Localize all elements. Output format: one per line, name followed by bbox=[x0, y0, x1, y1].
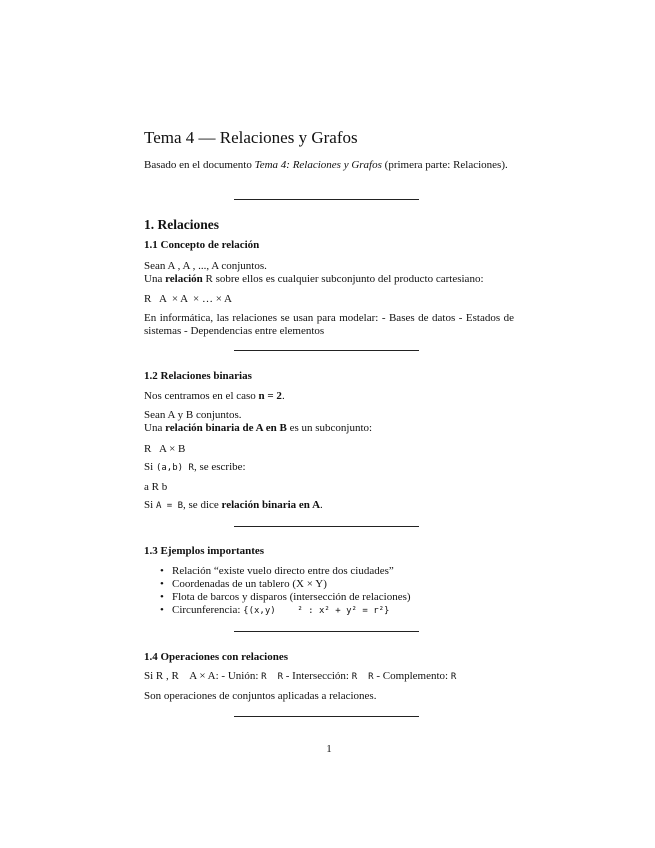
list-item: • Coordenadas de un tablero (X × Y) bbox=[144, 578, 514, 591]
divider bbox=[234, 631, 419, 632]
s12-line1 bbox=[144, 390, 514, 403]
intro-suffix: (primera parte: Relaciones). bbox=[381, 159, 508, 171]
s12-formula: R A × B bbox=[144, 443, 186, 455]
examples-list bbox=[144, 565, 514, 618]
s12-line5-mid: , se dice bbox=[183, 499, 222, 511]
s12-line1-bold: n = 2 bbox=[258, 390, 282, 402]
divider bbox=[234, 350, 419, 351]
s11-line2-bold: relación bbox=[165, 273, 203, 285]
s14-line1 bbox=[144, 670, 514, 684]
s14-mid-4: - Complemento: bbox=[373, 670, 451, 682]
s12-line4-post: , se escribe: bbox=[193, 461, 246, 473]
s12-line3 bbox=[144, 422, 514, 435]
s11-formula: R A × A × … × A bbox=[144, 293, 232, 305]
s14-code-4: R bbox=[368, 672, 374, 682]
s12-line5 bbox=[144, 499, 514, 513]
intro-paragraph bbox=[144, 159, 514, 172]
s12-line3-post: es un subconjunto: bbox=[286, 422, 373, 434]
s14-code-5: R bbox=[450, 672, 457, 682]
s12-line3-bold: relación binaria de A en B bbox=[165, 422, 287, 434]
s14-code-2: R bbox=[277, 672, 283, 682]
list-item-code: {(x,y) ² : x² + y² = r²} bbox=[243, 606, 390, 616]
s12-line1-pre: Nos centramos en el caso bbox=[144, 390, 259, 402]
s11-paragraph: En informática, las relaciones se usan para modelar: - Bases de datos - Estados de sistemas - Dependencias entre elementos bbox=[144, 312, 514, 337]
s12-line5-code: A = B bbox=[155, 501, 184, 511]
s14-code-1: R bbox=[261, 672, 267, 682]
section-heading-relaciones: 1. Relaciones bbox=[144, 217, 219, 232]
s12-line3-pre: Una bbox=[144, 422, 166, 434]
s14-mid-3 bbox=[357, 670, 368, 682]
s14-mid-2: - Intersección: bbox=[283, 670, 352, 682]
divider bbox=[234, 199, 419, 200]
s14-mid-1 bbox=[267, 670, 278, 682]
s12-line4-code: (a,b) bbox=[155, 463, 184, 473]
list-item bbox=[144, 604, 514, 618]
intro-prefix: Basado en el documento bbox=[144, 159, 255, 171]
page-number: 1 bbox=[326, 743, 332, 755]
subsection-heading-ejemplos: 1.3 Ejemplos importantes bbox=[144, 545, 265, 557]
s12-line1-post: . bbox=[281, 390, 285, 402]
s14-line2: Son operaciones de conjuntos aplicadas a relaciones. bbox=[144, 690, 377, 702]
s12-line5-bold: relación binaria en A bbox=[221, 499, 321, 511]
s11-line1: Sean A , A , ..., A conjuntos. bbox=[144, 260, 267, 272]
s14-line1-pre: Si R , R A × A: - Unión: bbox=[144, 670, 262, 682]
subsection-heading-concepto: 1.1 Concepto de relación bbox=[144, 239, 260, 251]
page-title: Tema 4 — Relaciones y Grafos bbox=[144, 128, 358, 147]
list-item: • Relación “existe vuelo directo entre dos ciudades” bbox=[144, 565, 514, 578]
s12-line4 bbox=[144, 461, 514, 475]
s12-line5-pre: Si bbox=[144, 499, 156, 511]
subsection-heading-operaciones: 1.4 Operaciones con relaciones bbox=[144, 651, 288, 663]
subsection-heading-binarias: 1.2 Relaciones binarias bbox=[144, 370, 252, 382]
divider bbox=[234, 716, 419, 717]
s11-line2-post: R sobre ellos es cualquier subconjunto del producto cartesiano: bbox=[202, 273, 484, 285]
s12-line5-post: . bbox=[320, 499, 323, 511]
s12-line4-code2: R bbox=[188, 463, 194, 473]
s12-line2: Sean A y B conjuntos. bbox=[144, 409, 242, 421]
s11-line2-pre: Una bbox=[144, 273, 166, 285]
s12-formula2: a R b bbox=[144, 481, 168, 493]
divider bbox=[234, 526, 419, 527]
intro-doc-title: Tema 4: Relaciones y Grafos bbox=[254, 159, 382, 171]
s12-line4-pre: Si bbox=[144, 461, 156, 473]
s11-line2 bbox=[144, 273, 514, 286]
list-item-pre: Circunferencia: bbox=[172, 604, 244, 616]
list-item: • Flota de barcos y disparos (intersección de relaciones) bbox=[144, 591, 514, 604]
s14-code-3: R bbox=[351, 672, 358, 682]
